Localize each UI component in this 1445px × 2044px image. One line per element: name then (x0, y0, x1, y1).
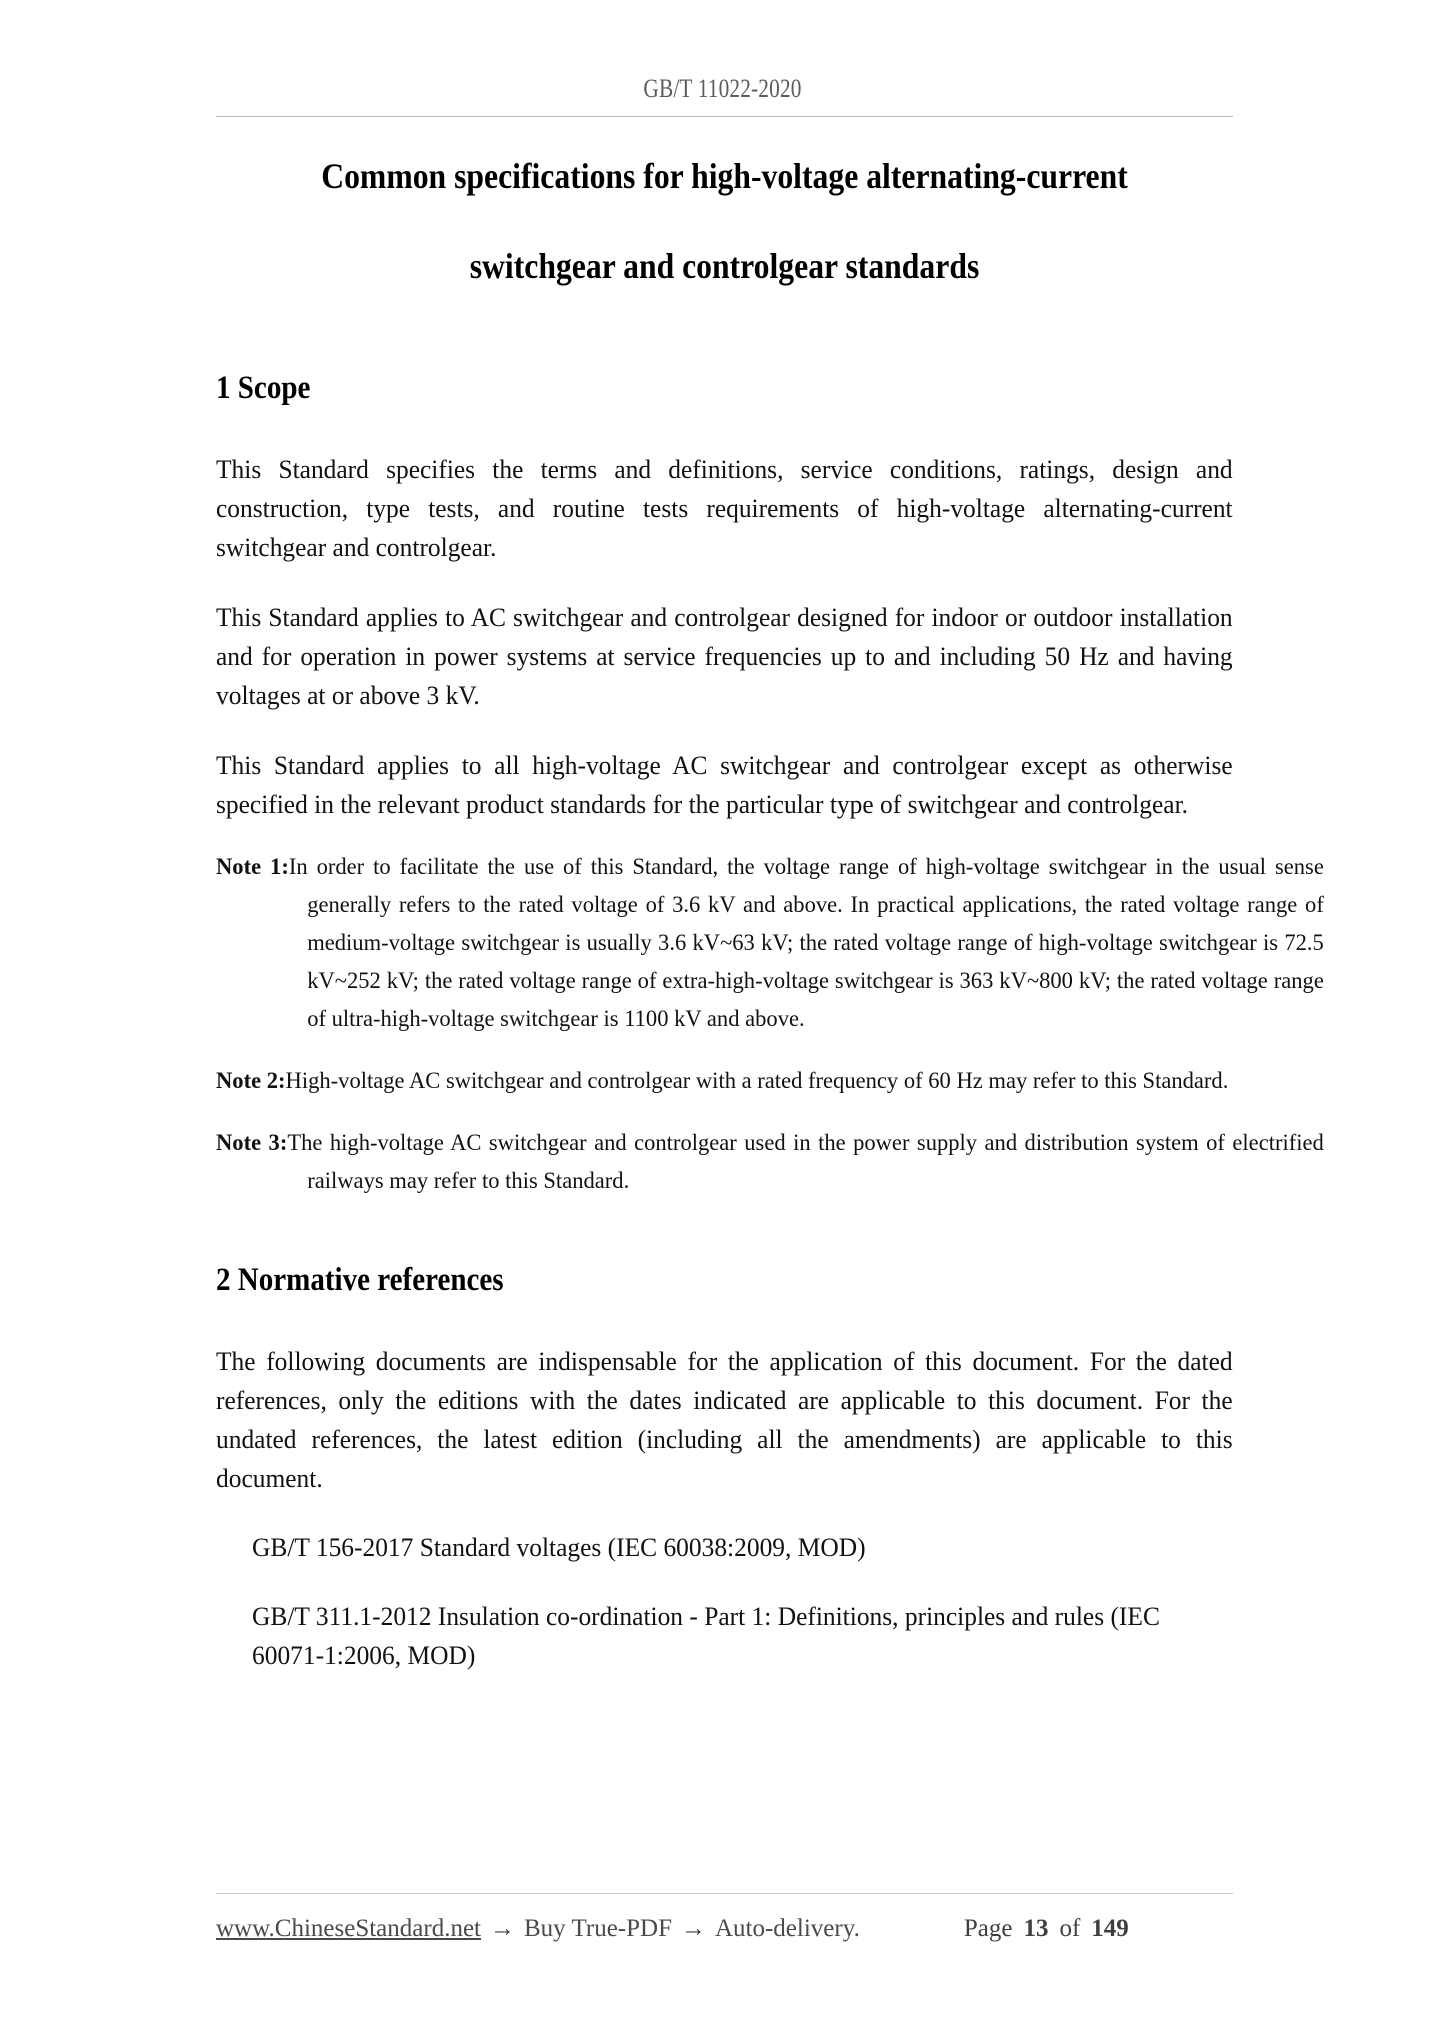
note-2 (216, 1062, 1324, 1100)
page-header (0, 0, 1445, 102)
page-indicator (964, 1915, 1129, 1943)
scope-paragraph-3: This Standard applies to all high-voltage AC switchgear and controlgear except as otherwise specified in the relevant product standards for the particular type of switchgear and controlgear. (216, 749, 1233, 819)
footer-promo-buy: Buy True-PDF (524, 1915, 672, 1942)
heading-scope (216, 370, 1233, 406)
footer-promo (216, 1915, 860, 1943)
note-3-text: The high-voltage AC switchgear and controlgear used in the power supply and distribution system of electrified railways may refer to this Standard. (287, 1129, 1324, 1194)
page-total: 149 (1091, 1915, 1129, 1942)
arrow-right-icon-2: → (680, 1915, 706, 1942)
heading-normative-references (216, 1262, 1233, 1298)
footer-website-link[interactable]: www.ChineseStandard.net (216, 1915, 481, 1942)
footer-divider (216, 1893, 1233, 1894)
page-footer (216, 1908, 1233, 1950)
note-1-label: Note 1: (216, 853, 289, 880)
document-title-line-1: Common specifications for high-voltage alternating-current (321, 156, 1128, 196)
note-3 (216, 1124, 1324, 1200)
page-number: 13 (1023, 1915, 1049, 1942)
page-content (216, 148, 1324, 1675)
document-title-line-2: switchgear and controlgear standards (469, 245, 980, 286)
note-3-label: Note 3: (216, 1129, 288, 1156)
header-standard-code: GB/T 11022-2020 (643, 74, 802, 103)
note-1-text: In order to facilitate the use of this Standard, the voltage range of high-voltage switchgear in the usual sense generally refers to the rated voltage of 3.6 kV and above. In practical applications, the rated voltage range of medium-voltage switchgear is usually 3.6 kV~63 kV; the rated voltage range of high-voltage switchgear is 72.5 kV~252 kV; the rated voltage range of extra-high-voltage switchgear is 363 kV~800 kV; the rated voltage range of ultra-high-voltage switchgear is 1100 kV and above. (288, 853, 1324, 1032)
heading-normative-references-text: 2 Normative references (216, 1261, 504, 1298)
header-divider (216, 116, 1233, 117)
note-2-label: Note 2: (216, 1067, 286, 1094)
normative-references-intro: The following documents are indispensable for the application of this document. For the dated references, only the editions with the dates indicated are applicable to this document. For the undated references, the latest edition (including all the amendments) are applicable to this document. (216, 1346, 1233, 1494)
scope-paragraph-1: This Standard specifies the terms and definitions, service conditions, ratings, design and construction, type tests, and routine tests requirements of high-voltage alternating-current switchgear and controlgear. (216, 453, 1233, 562)
reference-entry-1: GB/T 156-2017 Standard voltages (IEC 60038:2009, MOD) (252, 1532, 866, 1563)
document-title (216, 158, 1233, 286)
arrow-right-icon: → (490, 1915, 515, 1942)
reference-entry-2: GB/T 311.1-2012 Insulation co-ordination - Part 1: Definitions, principles and rules (IEC 60071-1:2006, MOD) (252, 1601, 1160, 1671)
page-label: Page (963, 1915, 1013, 1942)
scope-paragraph-2: This Standard applies to AC switchgear and controlgear designed for indoor or outdoor installation and for operation in power systems at service frequencies up to and including 50 Hz and having voltages at or above 3 kV. (216, 601, 1233, 710)
note-1 (216, 848, 1324, 1038)
page-of-label: of (1059, 1915, 1081, 1942)
footer-promo-delivery: Auto-delivery. (714, 1915, 860, 1942)
heading-scope-text: 1 Scope (216, 369, 311, 406)
note-2-text: High-voltage AC switchgear and controlgear with a rated frequency of 60 Hz may refer to this Standard. (285, 1067, 1229, 1094)
